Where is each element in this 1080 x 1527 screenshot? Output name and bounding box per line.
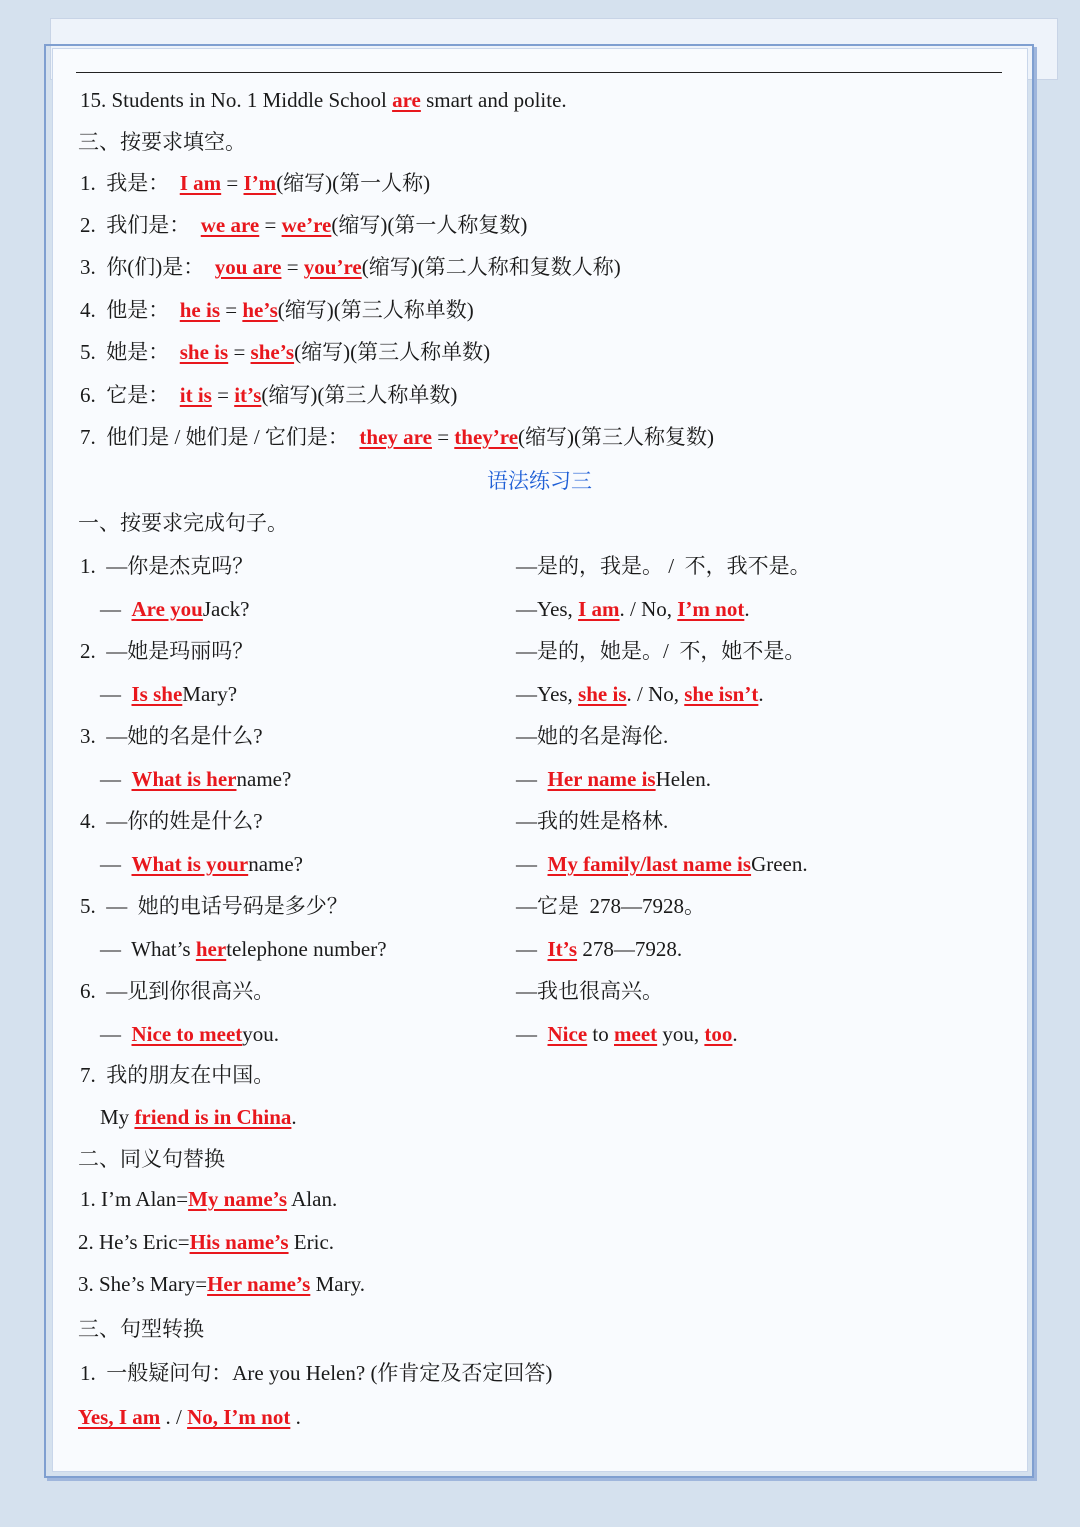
answer: are <box>392 88 421 112</box>
q15-line: 15. Students in No. 1 Middle School are smart and polite. <box>80 88 567 112</box>
qa-answer-left: — What’s hertelephone number? <box>100 937 387 961</box>
qa-question: 1. —你是杰克吗？ <box>80 554 254 578</box>
qa-response: —她的名是海伦. <box>516 724 669 748</box>
synonym-item: 3. She’s Mary=Her name’s Mary. <box>78 1272 365 1296</box>
qa-question: 2. —她是玛丽吗？ <box>80 639 254 663</box>
transform-answer: Yes, I am . / No, I’m not . <box>78 1405 301 1429</box>
qa-response: —我也很高兴。 <box>516 979 663 1003</box>
fill-item: 3. 你(们)是： you are = you’re(缩写)(第二人称和复数人称) <box>80 255 621 279</box>
synonym-item: 1. I’m Alan=My name’s Alan. <box>80 1187 338 1211</box>
qa-answer-left: — What is yourname? <box>100 852 303 876</box>
qa-answer-right: — Nice to meet you, too. <box>516 1022 738 1046</box>
transform-question: 1. 一般疑问句：Are you Helen? (作肯定及否定回答) <box>80 1361 553 1385</box>
qa-response: —是的，她是。/ 不，她不是。 <box>516 639 806 663</box>
fill-item: 6. 它是： it is = it’s(缩写)(第三人称单数) <box>80 383 458 407</box>
fill-item: 2. 我们是： we are = we’re(缩写)(第一人称复数) <box>80 213 528 237</box>
qa-question: 5. — 她的电话号码是多少？ <box>80 894 348 918</box>
qa-answer-right: — Her name isHelen. <box>516 767 712 791</box>
qa-answer-right: — It’s 278—7928. <box>516 937 683 961</box>
qa-answer-right: —Yes, I am. / No, I’m not. <box>516 597 750 621</box>
fill-item: 7. 他们是 / 她们是 / 它们是： they are = they’re(缩写)(第三人称复数) <box>80 425 715 449</box>
synonym-item: 2. He’s Eric=His name’s Eric. <box>78 1230 335 1254</box>
qa-answer-left: — Is sheMary? <box>100 682 238 706</box>
header-rule <box>76 72 1002 73</box>
qa-answer-right: — My family/last name isGreen. <box>516 852 808 876</box>
section-title: 三、按要求填空。 <box>78 130 246 154</box>
qa-question: 3. —她的名是什么? <box>80 724 263 748</box>
qa-answer-right: —Yes, she is. / No, she isn’t. <box>516 682 764 706</box>
q7-question: 7. 我的朋友在中国。 <box>80 1063 275 1087</box>
qa-response: —是的，我是。 / 不，我不是。 <box>516 554 811 578</box>
qa-question: 6. —见到你很高兴。 <box>80 979 275 1003</box>
fill-item: 5. 她是： she is = she’s(缩写)(第三人称单数) <box>80 340 491 364</box>
qa-question: 4. —你的姓是什么? <box>80 809 263 833</box>
qa-response: —它是 278—7928。 <box>516 894 705 918</box>
part1-title: 一、按要求完成句子。 <box>78 511 288 535</box>
practice-title: 语法练习三 <box>487 469 592 493</box>
fill-item: 1. 我是： I am = I’m(缩写)(第一人称) <box>80 171 431 195</box>
part3-title: 三、句型转换 <box>78 1317 204 1341</box>
fill-item: 4. 他是： he is = he’s(缩写)(第三人称单数) <box>80 298 474 322</box>
qa-answer-left: — Are youJack? <box>100 597 250 621</box>
q7-answer: My friend is in China. <box>100 1105 297 1129</box>
qa-response: —我的姓是格林. <box>516 809 669 833</box>
qa-answer-left: — Nice to meetyou. <box>100 1022 280 1046</box>
part2-title: 二、同义句替换 <box>78 1147 225 1171</box>
qa-answer-left: — What is hername? <box>100 767 292 791</box>
